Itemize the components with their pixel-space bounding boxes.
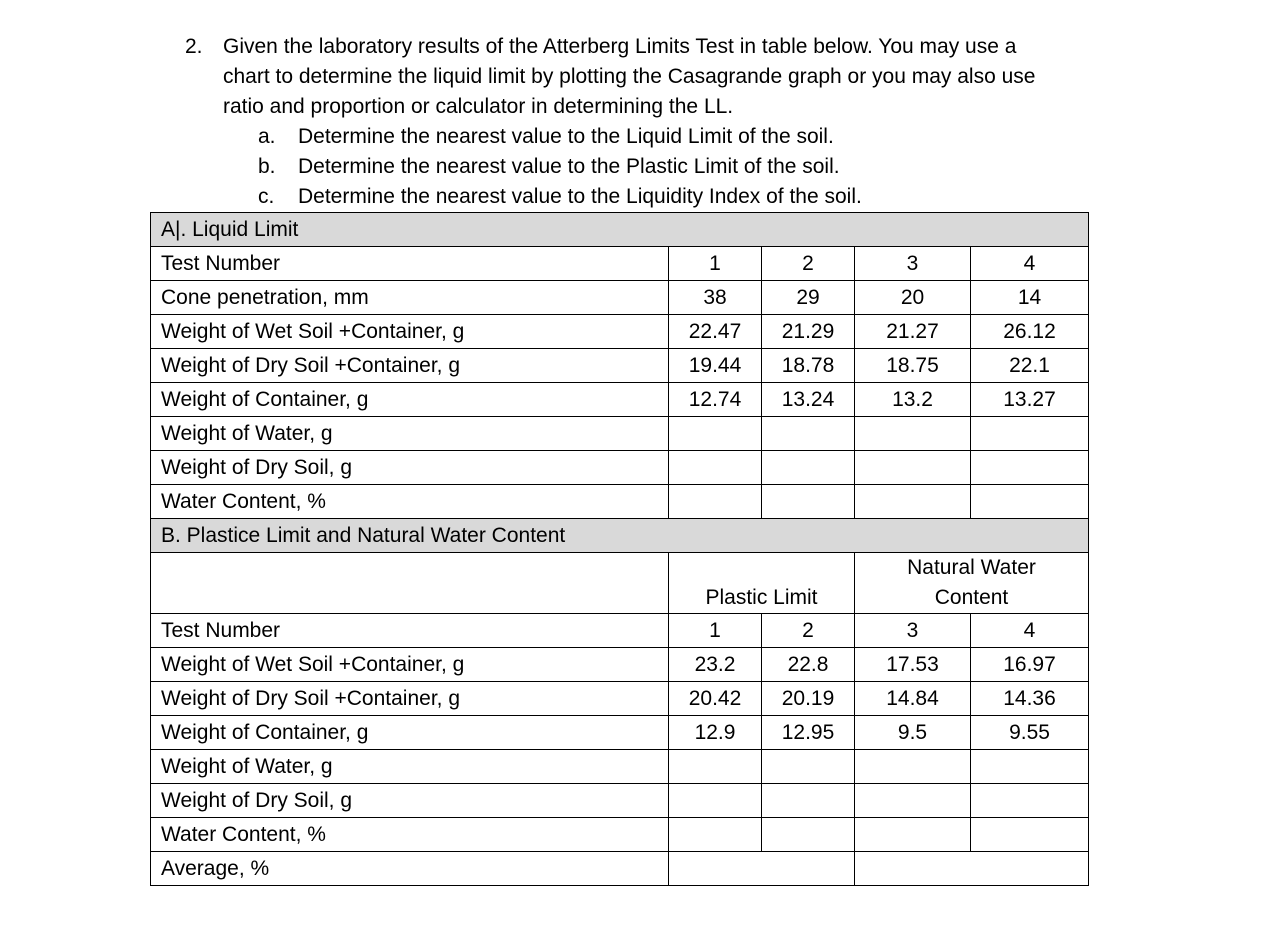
blank-answer-cell[interactable] [855,818,971,852]
table-row [151,247,1089,281]
row-label: Test Number [151,614,669,648]
value-cell: 4 [971,614,1089,648]
question-text-line-3: ratio and proportion or calculator in determining the LL. [223,95,734,118]
table-row [151,750,1089,784]
value-cell: 13.2 [855,383,971,417]
table-row [151,349,1089,383]
question-line [185,62,1125,92]
row-label: Weight of Container, g [151,383,669,417]
empty-cell [151,553,669,614]
value-cell: 13.24 [762,383,855,417]
blank-answer-cell[interactable] [669,485,762,519]
sub-question-b [258,152,1125,182]
value-cell: 29 [762,281,855,315]
value-cell: 1 [669,614,762,648]
sub-question-c [258,182,1125,212]
average-row [151,852,1089,886]
row-label: Weight of Dry Soil, g [151,784,669,818]
value-cell: 22.47 [669,315,762,349]
row-label: Weight of Dry Soil, g [151,451,669,485]
section-b-group-header-row [151,553,1089,614]
value-cell: 2 [762,247,855,281]
row-label: Weight of Dry Soil +Container, g [151,682,669,716]
sub-question-a [258,122,1125,152]
row-label: Weight of Water, g [151,417,669,451]
blank-answer-cell[interactable] [855,784,971,818]
sub-question-letter: c. [258,185,275,208]
sub-question-letter: a. [258,125,276,148]
value-cell: 9.5 [855,716,971,750]
row-label: Weight of Dry Soil +Container, g [151,349,669,383]
blank-answer-cell[interactable] [762,451,855,485]
value-cell: 20 [855,281,971,315]
section-b-title: B. Plastice Limit and Natural Water Content [151,519,1089,553]
value-cell: 23.2 [669,648,762,682]
row-label: Water Content, % [151,818,669,852]
plastic-limit-header: Plastic Limit [669,553,855,614]
blank-answer-cell[interactable] [762,818,855,852]
value-cell: 14.36 [971,682,1089,716]
value-cell: 12.95 [762,716,855,750]
table-row [151,383,1089,417]
blank-answer-cell[interactable] [971,818,1089,852]
average-section [151,852,1089,886]
blank-answer-cell[interactable] [669,818,762,852]
average-plastic-limit-cell[interactable] [669,852,855,886]
table-row [151,451,1089,485]
value-cell: 20.19 [762,682,855,716]
table-row [151,784,1089,818]
blank-answer-cell[interactable] [855,485,971,519]
sub-question-text: Determine the nearest value to the Liquidity Index of the soil. [298,185,862,208]
value-cell: 3 [855,614,971,648]
row-label: Weight of Container, g [151,716,669,750]
value-cell: 14.84 [855,682,971,716]
table-row [151,315,1089,349]
value-cell: 20.42 [669,682,762,716]
row-label: Weight of Wet Soil +Container, g [151,648,669,682]
value-cell: 12.74 [669,383,762,417]
blank-answer-cell[interactable] [669,750,762,784]
sub-question-text: Determine the nearest value to the Liquid Limit of the soil. [298,125,834,148]
atterberg-table [150,212,1089,886]
blank-answer-cell[interactable] [855,417,971,451]
blank-answer-cell[interactable] [762,485,855,519]
blank-answer-cell[interactable] [762,784,855,818]
value-cell: 22.1 [971,349,1089,383]
table-row [151,614,1089,648]
question-line [185,92,1125,122]
value-cell: 16.97 [971,648,1089,682]
natural-water-content-header: Natural Water Content [855,553,1089,614]
value-cell: 38 [669,281,762,315]
section-a-title: A|. Liquid Limit [151,213,1089,247]
blank-answer-cell[interactable] [669,451,762,485]
question-line [185,32,1125,62]
value-cell: 21.29 [762,315,855,349]
question-text-line-2: chart to determine the liquid limit by plotting the Casagrande graph or you may also use [223,65,1036,88]
value-cell: 21.27 [855,315,971,349]
blank-answer-cell[interactable] [762,417,855,451]
question-block [185,32,1125,212]
value-cell: 17.53 [855,648,971,682]
blank-answer-cell[interactable] [971,485,1089,519]
blank-answer-cell[interactable] [855,451,971,485]
blank-answer-cell[interactable] [762,750,855,784]
value-cell: 3 [855,247,971,281]
value-cell: 2 [762,614,855,648]
blank-answer-cell[interactable] [971,451,1089,485]
section-b-header-row [151,519,1089,553]
section-a-header-row [151,213,1089,247]
average-natural-water-cell[interactable] [855,852,1089,886]
value-cell: 22.8 [762,648,855,682]
blank-answer-cell[interactable] [971,417,1089,451]
row-label: Weight of Wet Soil +Container, g [151,315,669,349]
row-label: Test Number [151,247,669,281]
question-text-line-1: Given the laboratory results of the Atterberg Limits Test in table below. You may use a [223,35,1017,58]
value-cell: 1 [669,247,762,281]
blank-answer-cell[interactable] [971,750,1089,784]
row-label: Weight of Water, g [151,750,669,784]
liquid-limit-section [151,213,1089,519]
average-label: Average, % [151,852,669,886]
sub-question-letter: b. [258,155,276,178]
value-cell: 18.78 [762,349,855,383]
table-row [151,648,1089,682]
value-cell: 12.9 [669,716,762,750]
plastic-limit-section [151,519,1089,852]
blank-answer-cell[interactable] [855,750,971,784]
value-cell: 9.55 [971,716,1089,750]
blank-answer-cell[interactable] [669,784,762,818]
table-row [151,716,1089,750]
value-cell: 18.75 [855,349,971,383]
value-cell: 13.27 [971,383,1089,417]
table-row [151,818,1089,852]
blank-answer-cell[interactable] [971,784,1089,818]
value-cell: 19.44 [669,349,762,383]
row-label: Cone penetration, mm [151,281,669,315]
sub-question-text: Determine the nearest value to the Plastic Limit of the soil. [298,155,840,178]
table-row [151,281,1089,315]
value-cell: 26.12 [971,315,1089,349]
sub-question-list [258,122,1125,212]
row-label: Water Content, % [151,485,669,519]
table-row [151,682,1089,716]
table-row [151,417,1089,451]
question-number: 2. [185,35,203,58]
blank-answer-cell[interactable] [669,417,762,451]
value-cell: 14 [971,281,1089,315]
table-row [151,485,1089,519]
value-cell: 4 [971,247,1089,281]
